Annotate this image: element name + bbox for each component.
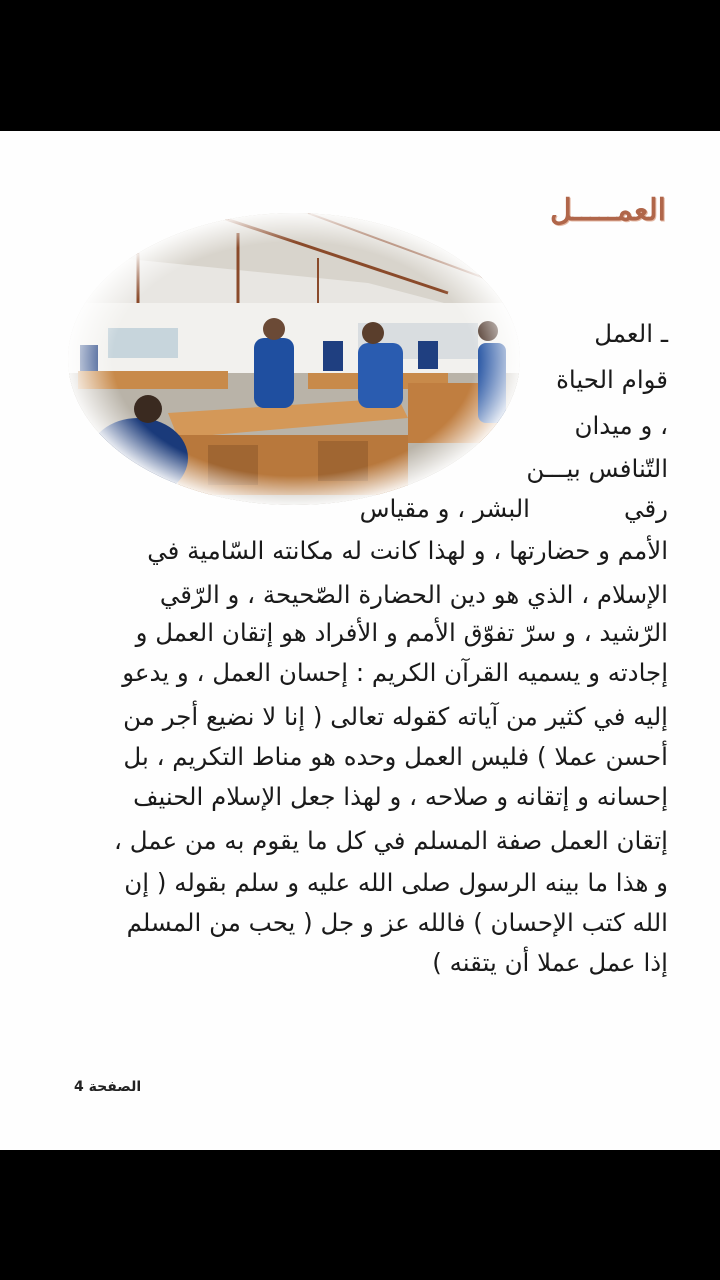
text-line-14: و هذا ما بينه الرسول صلى الله عليه و سلم بقوله ( إن xyxy=(124,868,668,897)
text-line-6: الأمم و حضارتها ، و لهذا كانت له مكانته السّامية في xyxy=(147,536,668,565)
page-title: العمـــــل xyxy=(550,193,666,228)
text-line-5: البشر ، و مقياس xyxy=(359,494,530,523)
bottom-black-bar xyxy=(0,1150,720,1280)
text-line-3: ، و ميدان xyxy=(574,411,668,440)
workshop-photo xyxy=(68,213,520,505)
text-line-2: قوام الحياة xyxy=(556,365,668,394)
document-page xyxy=(0,131,720,1150)
text-line-9: إجادته و يسميه القرآن الكريم : إحسان العمل ، و يدعو xyxy=(122,658,668,687)
text-line-7: الإسلام ، الذي هو دين الحضارة الصّحيحة ، و الرّقي xyxy=(159,580,668,609)
text-line-8: الرّشيد ، و سرّ تفوّق الأمم و الأفراد هو إتقان العمل و xyxy=(135,618,668,647)
text-line-12: إحسانه و إتقانه و صلاحه ، و لهذا جعل الإسلام الحنيف xyxy=(133,782,668,811)
text-line-16: إذا عمل عملا أن يتقنه ) xyxy=(432,948,668,977)
text-line-10: إليه في كثير من آياته كقوله تعالى ( إنا لا نضيع أجر من xyxy=(123,702,668,731)
text-line-13: إتقان العمل صفة المسلم في كل ما يقوم به من عمل ، xyxy=(114,826,668,855)
text-line-1: ـ العمل xyxy=(594,319,668,348)
top-black-bar xyxy=(0,0,720,131)
text-line-4: التّنافس بيـــن xyxy=(526,454,668,483)
page-number: الصفحة 4 xyxy=(74,1079,142,1095)
text-line-5b: رقي xyxy=(624,494,668,523)
text-line-11: أحسن عملا ) فليس العمل وحده هو مناط التكريم ، بل xyxy=(123,742,668,771)
text-line-15: الله كتب الإحسان ) فالله عز و جل ( يحب من المسلم xyxy=(126,908,668,937)
